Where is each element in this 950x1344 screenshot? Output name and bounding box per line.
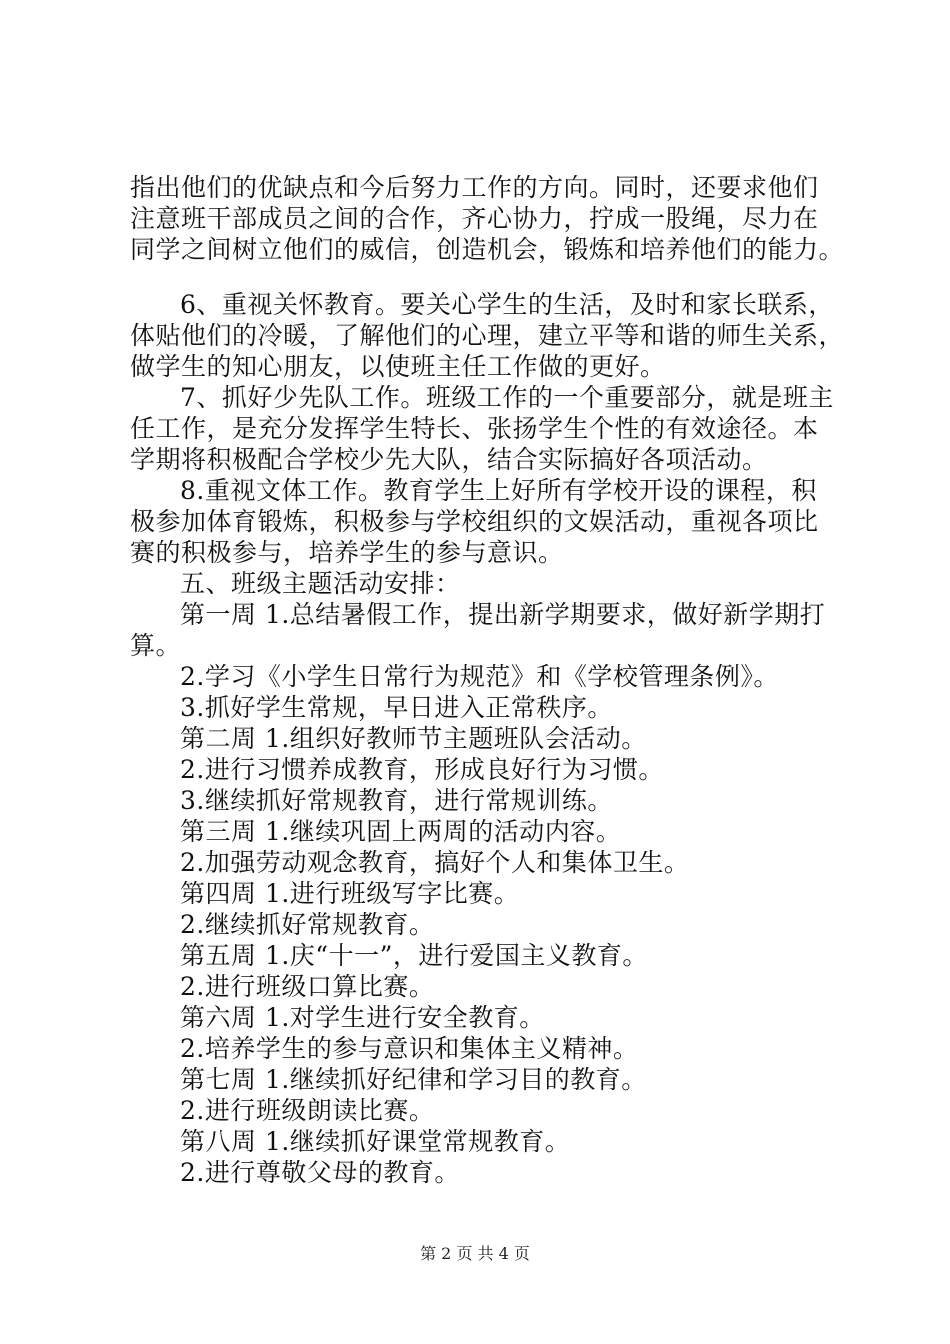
schedule-line: 3.继续抓好常规教育，进行常规训练。 (180, 786, 613, 815)
text-line: 体贴他们的冷暖，了解他们的心理，建立平等和谐的师生关系， (130, 321, 845, 350)
schedule-line: 2.加强劳动观念教育，搞好个人和集体卫生。 (180, 848, 690, 877)
text-line: 7、抓好少先队工作。班级工作的一个重要部分，就是班主 (180, 383, 834, 412)
schedule-line: 第八周 1.继续抓好课堂常规教育。 (180, 1127, 571, 1156)
document-body (130, 172, 850, 1188)
schedule-line: 算。 (130, 631, 182, 660)
activity-schedule (130, 599, 850, 1188)
schedule-line: 2.进行尊敬父母的教育。 (180, 1158, 460, 1187)
paragraph-class-cadre (130, 172, 850, 265)
paragraph-item-7 (130, 382, 850, 475)
schedule-line: 2.学习《小学生日常行为规范》和《学校管理条例》。 (180, 662, 779, 691)
schedule-line: 第二周 1.组织好教师节主题班队会活动。 (180, 724, 647, 753)
text-line: 指出他们的优缺点和今后努力工作的方向。同时，还要求他们 (130, 173, 819, 202)
text-line: 注意班干部成员之间的合作，齐心协力，拧成一股绳，尽力在 (130, 204, 819, 233)
text-line: 8.重视文体工作。教育学生上好所有学校开设的课程，积 (180, 476, 817, 505)
schedule-line: 2.继续抓好常规教育。 (180, 910, 435, 939)
text-line: 学期将积极配合学校少先大队，结合实际搞好各项活动。 (130, 445, 768, 474)
paragraph-item-8 (130, 475, 850, 568)
text-line: 6、重视关怀教育。要关心学生的生活，及时和家长联系， (180, 290, 834, 319)
text-line: 同学之间树立他们的威信，创造机会，锻炼和培养他们的能力。 (130, 235, 845, 264)
schedule-line: 第七周 1.继续抓好纪律和学习目的教育。 (180, 1065, 647, 1094)
schedule-line: 2.进行班级口算比赛。 (180, 972, 435, 1001)
schedule-line: 3.抓好学生常规，早日进入正常秩序。 (180, 693, 613, 722)
section-heading: 五、班级主题活动安排： (180, 569, 461, 598)
schedule-line: 2.进行习惯养成教育，形成良好行为习惯。 (180, 755, 664, 784)
schedule-line: 第六周 1.对学生进行安全教育。 (180, 1003, 545, 1032)
page-number: 第 2 页 共 4 页 (420, 1244, 530, 1263)
schedule-line: 第五周 1.庆“十一”，进行爱国主义教育。 (180, 941, 648, 970)
schedule-line: 2.培养学生的参与意识和集体主义精神。 (180, 1034, 639, 1063)
schedule-line: 第一周 1.总结暑假工作，提出新学期要求，做好新学期打 (180, 600, 826, 629)
text-line: 赛的积极参与，培养学生的参与意识。 (130, 538, 564, 567)
schedule-line: 第三周 1.继续巩固上两周的活动内容。 (180, 817, 622, 846)
text-line: 做学生的知心朋友，以使班主任工作做的更好。 (130, 352, 666, 381)
schedule-line: 2.进行班级朗读比赛。 (180, 1096, 435, 1125)
text-line: 极参加体育锻炼，积极参与学校组织的文娱活动，重视各项比 (130, 507, 819, 536)
schedule-line: 第四周 1.进行班级写字比赛。 (180, 879, 520, 908)
paragraph-item-6 (130, 289, 850, 382)
text-line: 任工作，是充分发挥学生特长、张扬学生个性的有效途径。本 (130, 414, 819, 443)
paragraph-gap (130, 265, 850, 289)
